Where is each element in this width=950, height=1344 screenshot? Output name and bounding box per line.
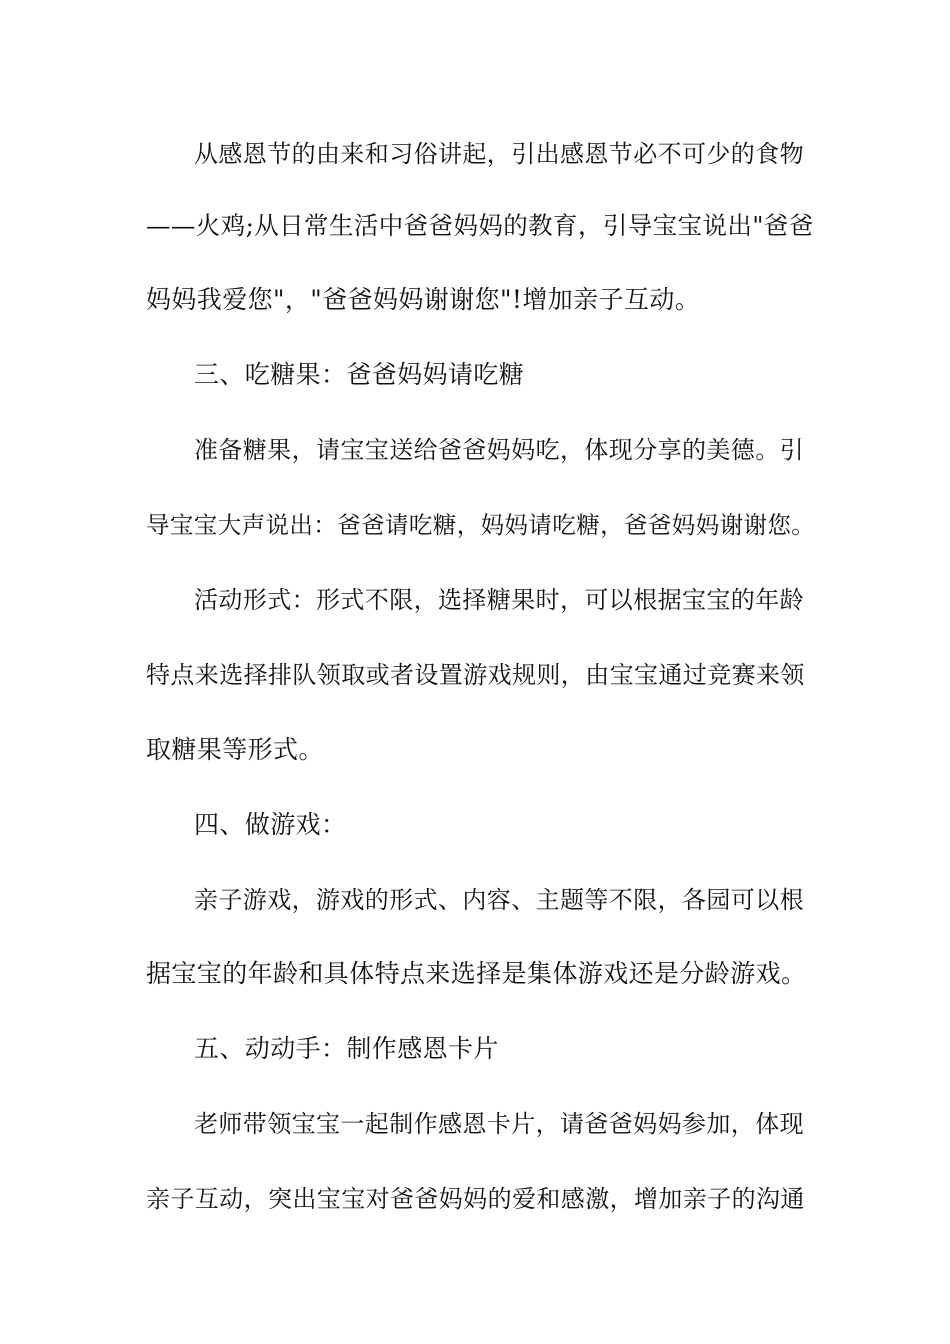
- paragraph-line: 特点来选择排队领取或者设置游戏规则，由宝宝通过竞赛来领: [146, 661, 805, 689]
- paragraph-line: 亲子互动，突出宝宝对爸爸妈妈的爱和感激，增加亲子的沟通: [146, 1185, 805, 1213]
- section-heading: 五、动动手：制作感恩卡片: [194, 1034, 499, 1063]
- paragraph-line: 准备糖果，请宝宝送给爸爸妈妈吃，体现分享的美德。引: [194, 436, 804, 464]
- paragraph-line: 导宝宝大声说出：爸爸请吃糖，妈妈请吃糖，爸爸妈妈谢谢您。: [146, 511, 816, 539]
- paragraph-line: ——火鸡;从日常生活中爸爸妈妈的教育，引导宝宝说出"爸爸: [146, 211, 814, 240]
- paragraph-line: 活动形式：形式不限，选择糖果时，可以根据宝宝的年龄: [194, 586, 804, 614]
- paragraph-line: 亲子游戏，游戏的形式、内容、主题等不限，各园可以根: [194, 886, 804, 914]
- paragraph-line: 从感恩节的由来和习俗讲起，引出感恩节必不可少的食物: [194, 140, 804, 168]
- paragraph-line: 取糖果等形式。: [146, 735, 324, 764]
- paragraph-line: 据宝宝的年龄和具体特点来选择是集体游戏还是分龄游戏。: [146, 959, 807, 988]
- section-heading: 三、吃糖果：爸爸妈妈请吃糖: [194, 360, 525, 389]
- section-heading: 四、做游戏：: [194, 810, 347, 839]
- paragraph-line: 妈妈我爱您"，"爸爸妈妈谢谢您"!增加亲子互动。: [146, 285, 701, 314]
- paragraph-line: 老师带领宝宝一起制作感恩卡片，请爸爸妈妈参加，体现: [194, 1110, 804, 1138]
